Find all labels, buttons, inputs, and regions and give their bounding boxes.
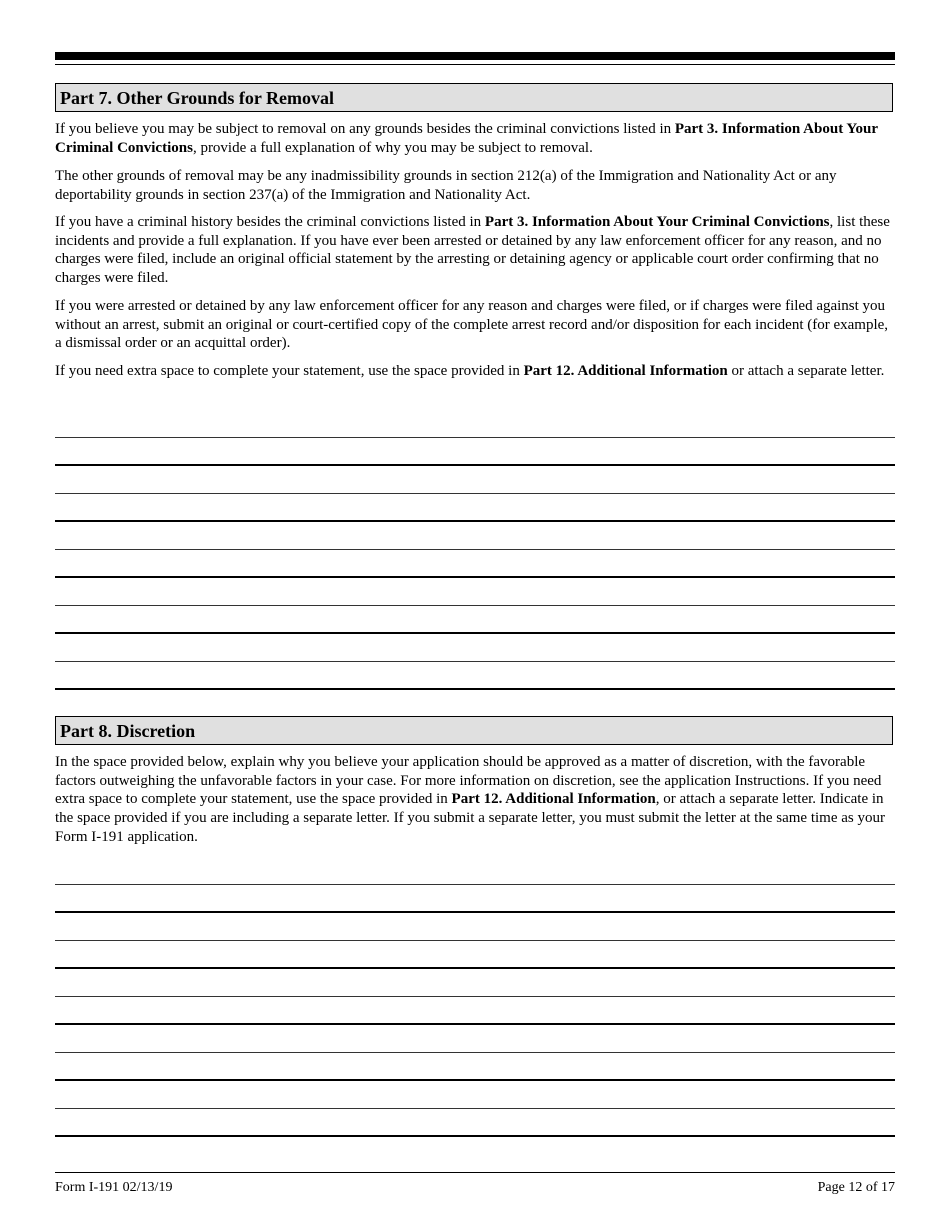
writing-line bbox=[55, 605, 895, 606]
page-number: Page 12 of 17 bbox=[817, 1180, 895, 1195]
writing-line bbox=[55, 464, 895, 466]
part7-paragraph-3 bbox=[55, 213, 895, 288]
part8-title: Part 8. Discretion bbox=[60, 721, 196, 741]
part7-explanation-field[interactable] bbox=[55, 408, 895, 692]
part7-p5-bold: Part 12. Additional Information bbox=[523, 363, 728, 379]
writing-line bbox=[55, 549, 895, 550]
writing-line bbox=[55, 520, 895, 522]
writing-line bbox=[55, 632, 895, 634]
part7-p3-bold: Part 3. Information About Your Criminal Convictions bbox=[484, 214, 830, 230]
writing-line bbox=[55, 884, 895, 885]
writing-line bbox=[55, 576, 895, 578]
footer-rule bbox=[55, 1172, 895, 1173]
part8-p1-text-c: , or attach a separate letter. Indicate in the space provided if you are including a separate letter. If you submit a separate letter, you must submit the letter at the same time as your Form I-191 application. bbox=[55, 791, 885, 845]
part8-header bbox=[55, 716, 893, 745]
part7-p1-bold: Part 3. Information About Your Criminal Convictions bbox=[55, 121, 878, 156]
part7-p3-text-c: , list these incidents and provide a full explanation. If you have ever been arrested or detained by any law enforcement officer for any reason, and no charges were filed, include an original official statement by the arresting or detaining agency or applicable court order confirming that no charges were filed. bbox=[55, 214, 890, 287]
part7-title: Part 7. Other Grounds for Removal bbox=[60, 88, 334, 108]
part7-p1-text-a: If you believe you may be subject to removal on any grounds besides the criminal convictions listed in bbox=[55, 121, 675, 137]
writing-line bbox=[55, 1079, 895, 1081]
writing-line bbox=[55, 661, 895, 662]
part7-header bbox=[55, 83, 893, 112]
part7-paragraph-5 bbox=[55, 362, 895, 381]
part7-p1-text-c: , provide a full explanation of why you may be subject to removal. bbox=[192, 139, 593, 156]
form-page bbox=[55, 0, 895, 1230]
part8-p1-text-a: In the space provided below, explain why you believe your application should be approved as a matter of discretion, with the favorable factors outweighing the unfavorable factors in your case. For more information on discretion, see the application Instructions. If you need extra space to complete your statement, use the space provided in bbox=[55, 754, 882, 808]
writing-line bbox=[55, 911, 895, 913]
top-rule-thin bbox=[55, 64, 895, 65]
part7-paragraph-1 bbox=[55, 120, 895, 157]
part8-p1-bold: Part 12. Additional Information bbox=[451, 791, 656, 808]
form-id: Form I-191 02/13/19 bbox=[55, 1180, 173, 1195]
writing-line bbox=[55, 940, 895, 941]
part7-paragraph-4: If you were arrested or detained by any law enforcement officer for any reason and charges were filed, or if charges were filed against you without an arrest, submit an original or court-certified copy of the complete arrest record and/or disposition for each incident (for example, a dismissal order or an acquittal order). bbox=[55, 298, 889, 352]
part7-p5-text-c: or attach a separate letter. bbox=[727, 363, 885, 379]
part7-p5-text-a: If you need extra space to complete your statement, use the space provided in bbox=[55, 363, 524, 379]
part7-p3-text-a: If you have a criminal history besides the criminal convictions listed in bbox=[55, 214, 485, 230]
writing-line bbox=[55, 493, 895, 494]
writing-line bbox=[55, 1052, 895, 1053]
part7-paragraph-2: The other grounds of removal may be any inadmissibility grounds in section 212(a) of the Immigration and Nationality Act or any deportability grounds in section 237(a) of the Immigration and Nationality Act. bbox=[55, 168, 837, 203]
top-rule-thick bbox=[55, 52, 895, 60]
writing-line bbox=[55, 688, 895, 690]
writing-line bbox=[55, 1108, 895, 1109]
writing-line bbox=[55, 967, 895, 969]
writing-line bbox=[55, 437, 895, 438]
writing-line bbox=[55, 1023, 895, 1025]
part8-paragraph-1 bbox=[55, 753, 895, 847]
writing-line bbox=[55, 996, 895, 997]
writing-line bbox=[55, 1135, 895, 1137]
part8-explanation-field[interactable] bbox=[55, 856, 895, 1140]
